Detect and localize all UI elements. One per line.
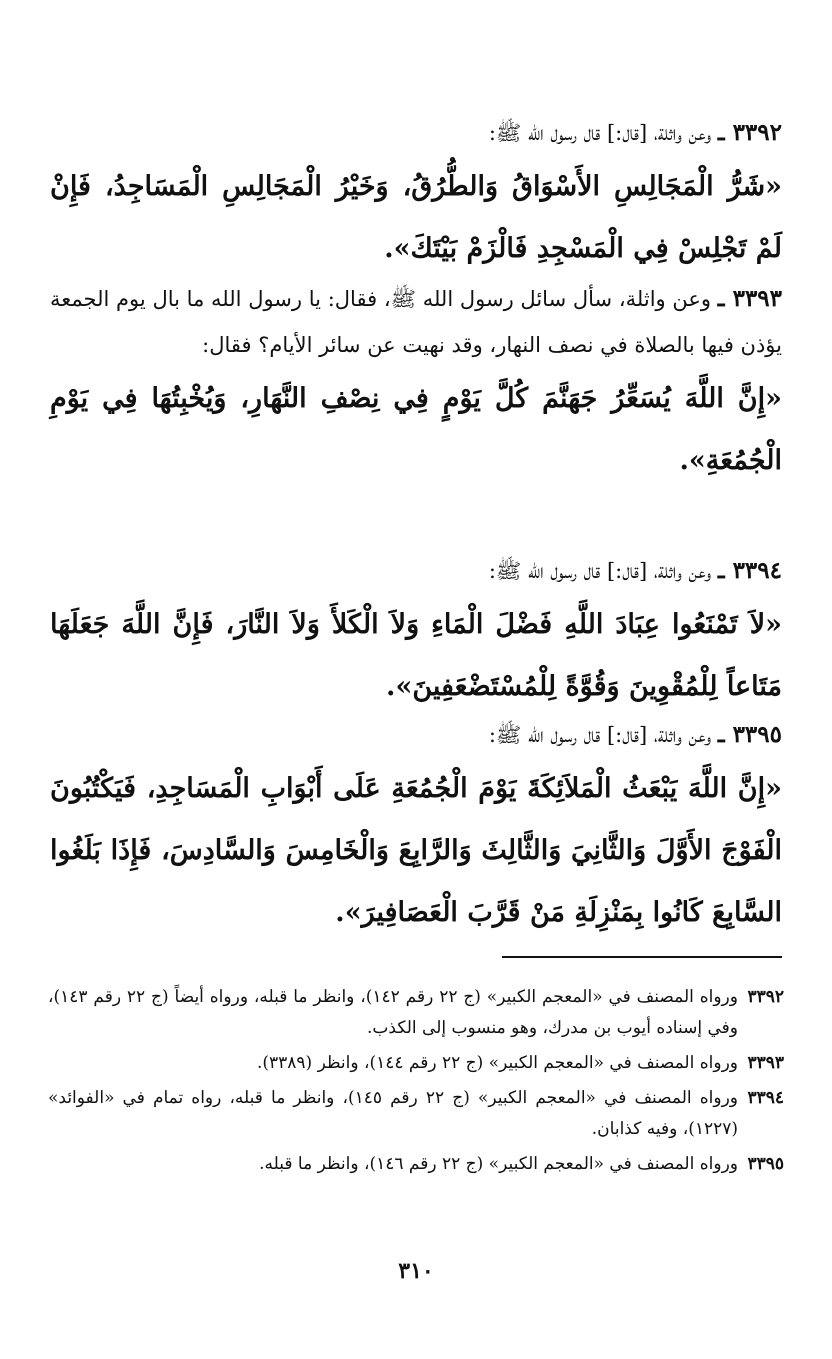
hadith-intro — [50, 276, 782, 368]
hadith-intro-text: وعن واثلة، [قال:] قال رسول الله ﷺ: — [488, 723, 712, 747]
footnote-number: ٣٣٩٤ — [747, 1088, 784, 1108]
page-number: ٣١٠ — [398, 1258, 434, 1284]
hadith-text: «لاَ تَمْنَعُوا عِبَادَ اللَّهِ فَضْلَ الْمَاءِ وَلاَ الْكَلأَ وَلاَ النَّارَ، فَإِنَّ اللَّهَ جَعَلَهَا مَتَاعاً لِلْمُقْوِينَ وَقُوَّةً لِلْمُسْتَضْعَفِينَ». — [50, 609, 782, 702]
hadith-intro — [50, 712, 782, 758]
footnotes — [48, 982, 784, 1184]
hadith-intro — [50, 110, 782, 156]
footnote-item — [48, 1048, 784, 1079]
footnote-divider — [502, 956, 782, 958]
footnote-number: ٣٣٩٥ — [747, 1154, 784, 1174]
footnote-item — [48, 1149, 784, 1180]
hadith-text: «إِنَّ اللَّهَ يَبْعَثُ الْمَلاَئِكَةَ يَوْمَ الْجُمُعَةِ عَلَى أَبْوَابِ الْمَسَاجِدِ، فَيَكْتُبُونَ الْفَوْجَ الأَوَّلَ وَالثَّانِيَ وَالثَّالِثَ وَالرَّابِعَ وَالْخَامِسَ وَالسَّادِسَ، فَإِذَا بَلَغُوا السَّابِعَ كَانُوا بِمَنْزِلَةِ مَنْ قَرَّبَ الْعَصَافِيرَ». — [50, 773, 782, 928]
hadith-3395 — [50, 712, 782, 944]
hadith-number: ٣٣٩٢ ـ — [717, 119, 782, 146]
hadith-intro-text: وعن واثلة، سأل سائل رسول الله ﷺ، فقال: يا رسول الله ما بال يوم الجمعة يؤذن فيها بالصلاة في نصف النهار، وقد نهيت عن سائر الأيام؟ فقال: — [50, 287, 782, 357]
hadith-number: ٣٣٩٥ ـ — [717, 721, 782, 748]
footnote-item — [48, 982, 784, 1044]
hadith-number: ٣٣٩٣ ـ — [717, 285, 783, 312]
hadith-3394 — [50, 548, 782, 718]
hadith-text: «إِنَّ اللَّهَ يُسَعِّرُ جَهَنَّمَ كُلَّ يَوْمٍ فِي نِصْفِ النَّهَارِ، وَيُخْبِتُهَا فِي يَوْمِ الْجُمُعَةِ». — [50, 383, 782, 476]
footnote-item — [48, 1083, 784, 1145]
hadith-number: ٣٣٩٤ ـ — [717, 557, 782, 584]
footnote-text: ورواه المصنف في «المعجم الكبير» (ج ٢٢ رقم ١٤٤)، وانظر (٣٣٨٩). — [256, 1053, 738, 1073]
footnote-text: ورواه المصنف في «المعجم الكبير» (ج ٢٢ رقم ١٤٢)، وانظر ما قبله، ورواه أيضاً (ج ٢٢ رقم ١٤٣)، وفي إسناده أيوب بن مدرك، وهو منسوب إلى الكذب. — [48, 987, 738, 1038]
hadith-3393 — [50, 276, 782, 492]
hadith-intro-text: وعن واثلة، [قال:] قال رسول الله ﷺ: — [488, 559, 712, 583]
hadith-intro — [50, 548, 782, 594]
hadith-intro-text: وعن واثلة، [قال:] قال رسول الله ﷺ: — [488, 121, 712, 145]
footnote-text: ورواه المصنف في «المعجم الكبير» (ج ٢٢ رقم ١٤٦)، وانظر ما قبله. — [259, 1154, 738, 1174]
footnote-text: ورواه المصنف في «المعجم الكبير» (ج ٢٢ رقم ١٤٥)، وانظر ما قبله، رواه تمام في «الفوائد» (١٢٢٧)، وفيه كذابان. — [48, 1088, 738, 1139]
footnote-number: ٣٣٩٣ — [747, 1053, 784, 1073]
hadith-3392 — [50, 110, 782, 280]
footnote-number: ٣٣٩٢ — [747, 987, 784, 1007]
hadith-text: «شَرُّ الْمَجَالِسِ الأَسْوَاقُ وَالطُّرُقُ، وَخَيْرُ الْمَجَالِسِ الْمَسَاجِدُ، فَإِنْ لَمْ تَجْلِسْ فِي الْمَسْجِدِ فَالْزَمْ بَيْتَكَ». — [50, 171, 782, 264]
